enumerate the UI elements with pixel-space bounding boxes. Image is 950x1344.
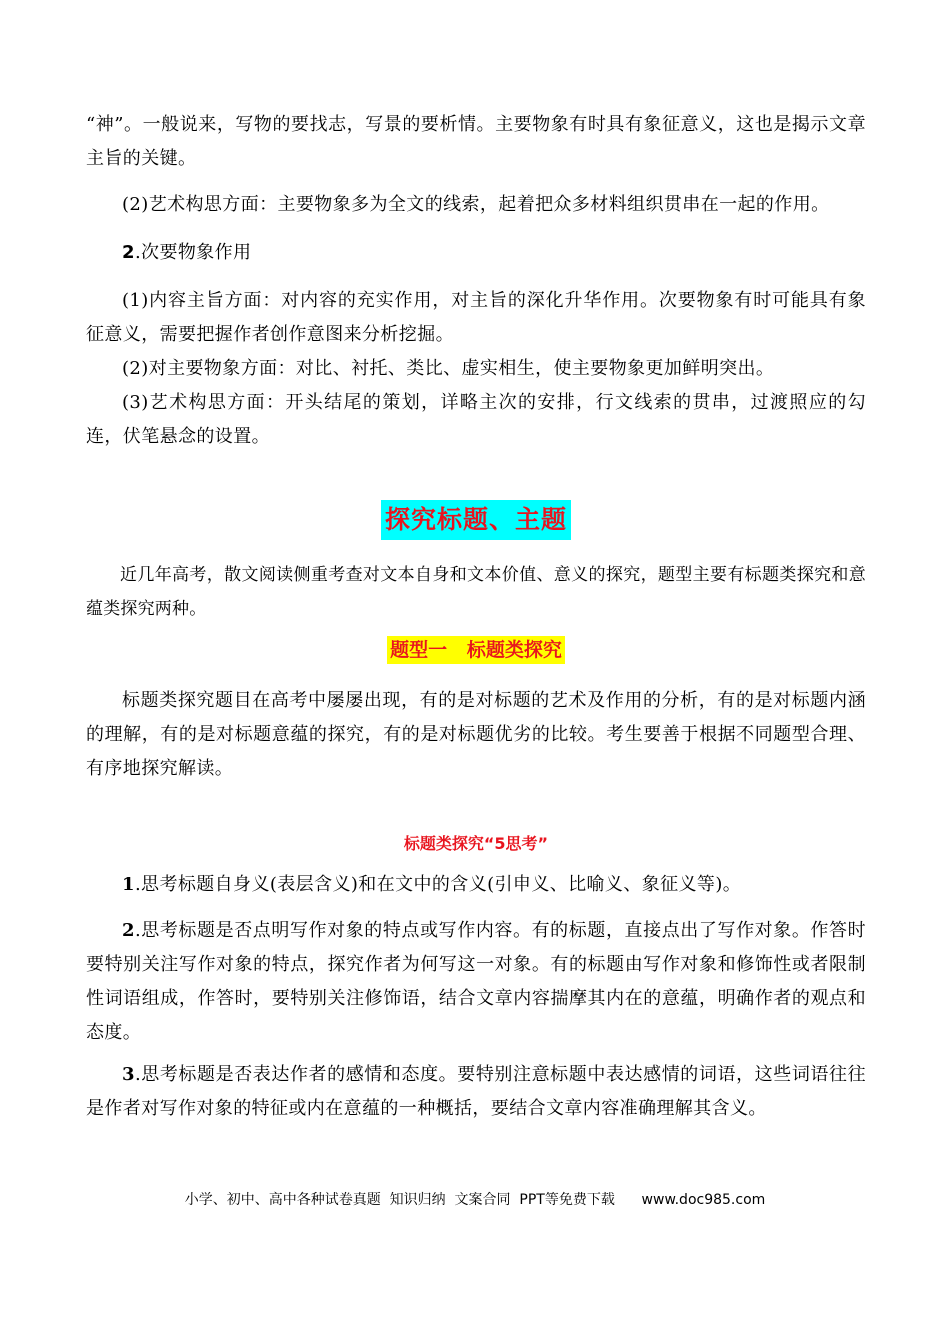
document-page [86,108,866,1126]
list-item-number: 3 [122,1064,135,1085]
section-banner-wrap [86,500,866,540]
section-banner: 探究标题、主题 [381,500,571,540]
list-item-1 [86,868,866,902]
list-item-number: 2 [122,920,135,941]
heading-text: .次要物象作用 [134,242,252,263]
list-item-text: .思考标题是否表达作者的感情和态度。要特别注意标题中表达感情的词语，这些词语往往是作者对写作对象的特征或内在意蕴的一种概括，要结合文章内容准确理解其含义。 [86,1064,866,1119]
subsection-banner: 题型一 标题类探究 [387,636,565,664]
paragraph-artistic-main: (2)艺术构思方面：主要物象多为全文的线索，起着把众多材料组织贯串在一起的作用。 [122,194,830,215]
heading-number: 2 [122,242,135,263]
paragraph-artistic-secondary: (3)艺术构思方面：开头结尾的策划，详略主次的安排，行文线索的贯串，过渡照应的勾连，伏笔悬念的设置。 [86,392,866,447]
section-intro: 近几年高考，散文阅读侧重考查对文本自身和文本价值、意义的探究，题型主要有标题类探究和意蕴类探究两种。 [86,565,866,619]
paragraph-content-theme: (1)内容主旨方面：对内容的充实作用，对主旨的深化升华作用。次要物象有时可能具有象征意义，需要把握作者创作意图来分析挖掘。 [86,290,866,345]
list-item-2 [86,914,866,1050]
paragraph-main-objects: (2)对主要物象方面：对比、衬托、类比、虚实相生，使主要物象更加鲜明突出。 [122,358,775,379]
heading-secondary-objects [86,236,866,270]
subtitle-five-thoughts: 标题类探究“5思考” [403,834,549,853]
paragraph-continued: “神”。一般说来，写物的要找志，写景的要析情。主要物象有时具有象征意义，这也是揭示文章主旨的关键。 [86,114,866,169]
paragraph-title-questions: 标题类探究题目在高考中屡屡出现，有的是对标题的艺术及作用的分析，有的是对标题内涵的理解，有的是对标题意蕴的探究，有的是对标题优劣的比较。考生要善于根据不同题型合理、有序地探究解读。 [86,690,866,779]
list-item-number: 1 [122,874,135,895]
subbanner-wrap [86,636,866,664]
page-footer: 小学、初中、高中各种试卷真题 知识归纳 文案合同 PPT等免费下载 www.doc985.com [184,1192,766,1208]
list-item-3 [86,1058,866,1126]
list-item-text: .思考标题自身义(表层含义)和在文中的含义(引申义、比喻义、象征义等)。 [134,874,742,895]
list-item-text: .思考标题是否点明写作对象的特点或写作内容。有的标题，直接点出了写作对象。作答时要特别关注写作对象的特点，探究作者为何写这一对象。有的标题由写作对象和修饰性或者限制性词语组成，作答时，要特别关注修饰语，结合文章内容揣摩其内在的意蕴，明确作者的观点和态度。 [86,920,866,1043]
